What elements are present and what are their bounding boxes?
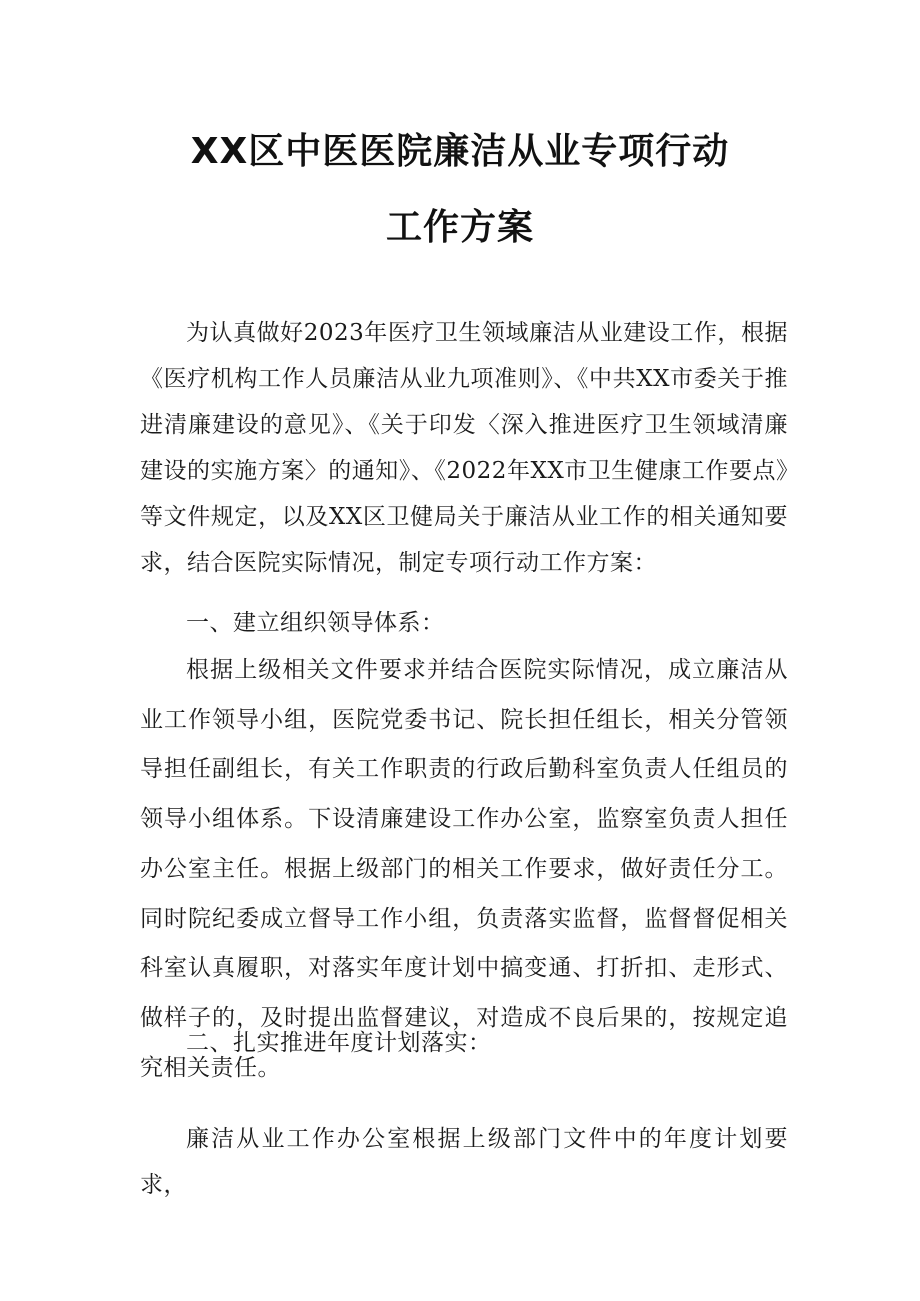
document-title-line-1: XX区中医医院廉洁从业专项行动 — [190, 131, 730, 172]
section-1-heading: 一、建立组织领导体系： — [186, 610, 445, 636]
section-2-heading: 二、扎实推进年度计划落实： — [186, 1030, 492, 1056]
document-title-line-2: 工作方案 — [385, 207, 534, 248]
section-2-paragraph: 廉洁从业工作办公室根据上级部门文件中的年度计划要求， — [140, 1126, 788, 1198]
intro-paragraph: 为认真做好2023年医疗卫生领域廉洁从业建设工作，根据《医疗机构工作人员廉洁从业九项准则》、《中共XX市委关于推进清廉建设的意见》、《关于印发〈深入推进医疗卫生领域清廉建设的实施方案〉的通知》、《2022年XX市卫生健康工作要点》等文件规定，以及XX区卫健局关于廉洁从业工作的相关通知要求，结合医院实际情况，制定专项行动工作方案： — [140, 320, 788, 576]
section-1-paragraph: 根据上级相关文件要求并结合医院实际情况，成立廉洁从业工作领导小组，医院党委书记、院长担任组长，相关分管领导担任副组长，有关工作职责的行政后勤科室负责人任组员的领导小组体系。下设清廉建设工作办公室，监察室负责人担任办公室主任。根据上级部门的相关工作要求，做好责任分工。同时院纪委成立督导工作小组，负责落实监督，监督督促相关科室认真履职，对落实年度计划中搞变通、打折扣、走形式、做样子的，及时提出监督建议，对造成不良后果的，按规定追究相关责任。 — [140, 657, 788, 1081]
